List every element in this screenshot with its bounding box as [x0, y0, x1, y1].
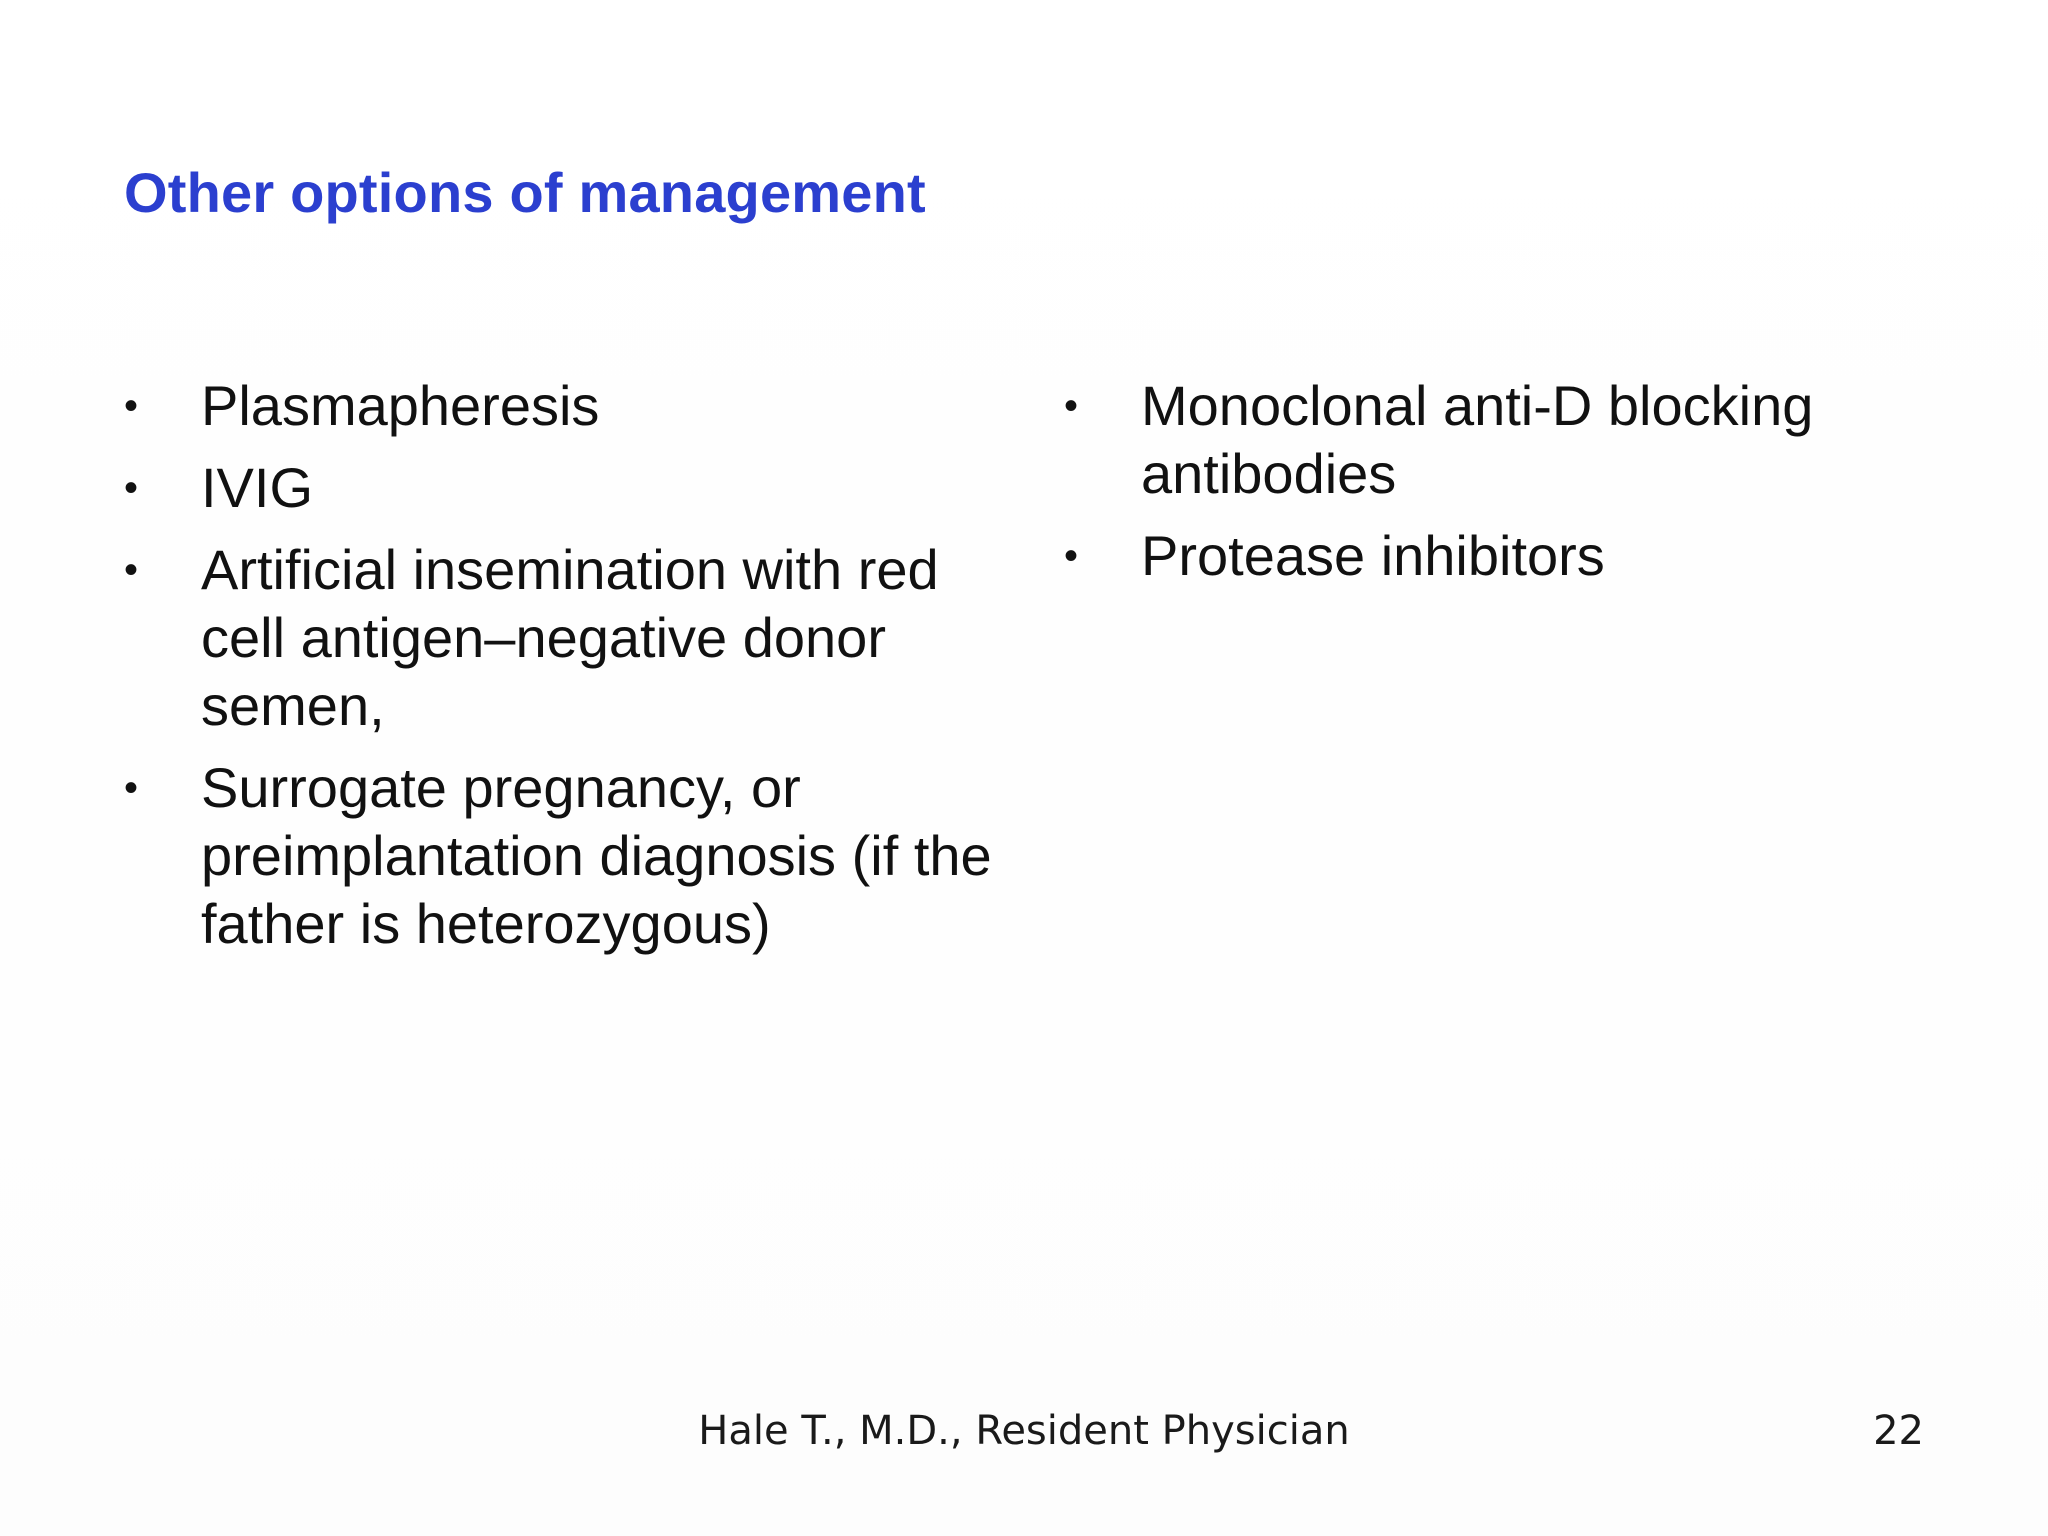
bullet-item-plasmapheresis	[124, 372, 994, 440]
bullet-icon: •	[124, 766, 139, 810]
bullet-icon: •	[1064, 384, 1079, 428]
bullet-item-artificial-insemination	[124, 536, 994, 740]
bullet-text: Artificial insemination with red cell antigen–negative donor semen,	[201, 538, 939, 737]
bullet-icon: •	[124, 466, 139, 510]
right-bullet-list	[1064, 372, 1924, 604]
bullet-text: IVIG	[201, 456, 314, 519]
bullet-icon: •	[124, 548, 139, 592]
bullet-icon: •	[124, 384, 139, 428]
bullet-item-surrogate-pregnancy	[124, 754, 994, 958]
slide-title: Other options of management	[124, 161, 926, 224]
bullet-item-protease-inhibitors	[1064, 522, 1924, 590]
slide-footer: Hale T., M.D., Resident Physician	[698, 1408, 1350, 1454]
left-bullet-list	[124, 372, 994, 972]
bullet-item-ivig	[124, 454, 994, 522]
bullet-text: Monoclonal anti-D blocking antibodies	[1141, 374, 1814, 505]
bullet-text: Surrogate pregnancy, or preimplantation diagnosis (if the father is heterozygous)	[201, 756, 992, 955]
bullet-icon: •	[1064, 534, 1079, 578]
bullet-text: Plasmapheresis	[201, 374, 600, 437]
bullet-item-monoclonal-anti-d	[1064, 372, 1924, 508]
page-number: 22	[1873, 1408, 1924, 1454]
bullet-text: Protease inhibitors	[1141, 524, 1605, 587]
